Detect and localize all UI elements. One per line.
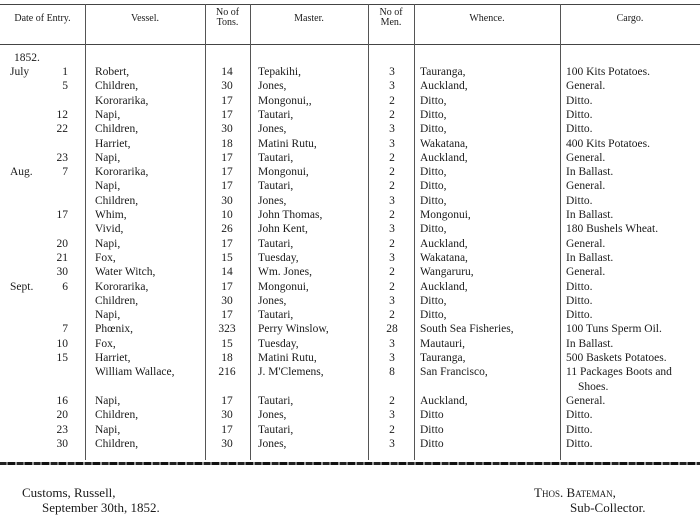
port-of-origin: Ditto, (420, 123, 447, 136)
table-row (0, 208, 700, 222)
table-row (0, 251, 700, 265)
master-name: Perry Winslow, (258, 323, 329, 336)
entry-month: Aug. (10, 166, 33, 179)
crew-count: 3 (389, 337, 395, 350)
header-bottom-rule (0, 44, 700, 45)
master-name: Jones, (258, 437, 287, 450)
master-name: Wm. Jones, (258, 266, 312, 279)
port-of-origin: Ditto (420, 409, 444, 422)
master-name: John Thomas, (258, 209, 323, 221)
cargo-description: 11 Packages Boots and (566, 366, 672, 379)
header-vessel: Vessel. (130, 13, 160, 24)
table-row (0, 322, 700, 336)
port-of-origin: Ditto, (420, 94, 447, 107)
vessel-tons: 30 (221, 437, 233, 450)
cargo-description: General. (566, 394, 606, 407)
crew-count: 3 (389, 80, 395, 93)
table-bottom-rule (0, 462, 700, 465)
vessel-name: Phœnix, (95, 323, 134, 336)
port-of-origin: South Sea Fisheries, (420, 323, 514, 336)
master-name: Matini Rutu, (258, 137, 317, 150)
table-row-continuation (0, 380, 700, 394)
master-name: Jones, (258, 409, 287, 422)
table-row (0, 265, 700, 279)
vessel-tons: 18 (221, 137, 233, 150)
port-of-origin: Ditto, (420, 180, 447, 193)
vessel-tons: 17 (221, 309, 233, 322)
table-row (0, 122, 700, 136)
crew-count: 2 (389, 180, 395, 193)
port-of-origin: Auckland, (420, 237, 468, 250)
vessel-name: Napi, (95, 108, 121, 121)
vessel-tons: 30 (221, 123, 233, 136)
vessel-name: Children, (95, 294, 139, 307)
entry-day: 30 (56, 266, 68, 279)
cargo-description: Ditto. (566, 309, 593, 322)
vessel-tons: 216 (218, 366, 236, 379)
cargo-description: Ditto. (566, 123, 593, 136)
vessel-tons: 10 (221, 209, 233, 221)
master-name: Tautari, (258, 394, 294, 407)
vessel-tons: 30 (221, 80, 233, 93)
port-of-origin: Auckland, (420, 80, 468, 93)
crew-count: 3 (389, 223, 395, 236)
crew-count: 3 (389, 294, 395, 307)
crew-count: 3 (389, 352, 395, 364)
vessel-name: Napi, (95, 237, 121, 250)
entry-day: 23 (56, 423, 68, 436)
vessel-tons: 15 (221, 251, 233, 264)
table-row (0, 165, 700, 179)
table-row (0, 79, 700, 93)
cargo-description: In Ballast. (566, 209, 614, 221)
cargo-description: Ditto. (566, 409, 593, 422)
vessel-tons: 17 (221, 394, 233, 407)
cargo-description: General. (566, 266, 606, 279)
vessel-name: Children, (95, 123, 139, 136)
port-of-origin: Auckland, (420, 151, 468, 164)
vessel-tons: 30 (221, 294, 233, 307)
entry-day: 21 (56, 251, 68, 264)
cargo-description: 500 Baskets Potatoes. (566, 352, 667, 364)
vessel-name: Napi, (95, 423, 121, 436)
master-name: Tautari, (258, 108, 294, 121)
port-of-origin: San Francisco, (420, 366, 488, 379)
entry-day: 1 (62, 66, 68, 78)
table-row (0, 179, 700, 193)
vessel-name: Children, (95, 409, 139, 422)
cargo-description: Ditto. (566, 294, 593, 307)
cargo-description: In Ballast. (566, 166, 614, 179)
table-row (0, 280, 700, 294)
entry-day: 17 (56, 209, 68, 221)
vessel-name: Children, (95, 194, 139, 207)
crew-count: 2 (389, 166, 395, 179)
vessel-name: Fox, (95, 251, 116, 264)
entry-day: 10 (56, 337, 68, 350)
vessel-tons: 323 (218, 323, 236, 336)
vessel-name: Robert, (95, 66, 130, 78)
table-row (0, 437, 700, 451)
vessel-tons: 26 (221, 223, 233, 236)
entry-day: 6 (62, 280, 68, 293)
vessel-name: Fox, (95, 337, 116, 350)
entry-day: 15 (56, 352, 68, 364)
master-name: Mongonui,, (258, 94, 312, 107)
vessel-tons: 15 (221, 337, 233, 350)
cargo-description: General. (566, 80, 606, 93)
footer-date: September 30th, 1852. (42, 500, 160, 515)
table-row (0, 365, 700, 379)
cargo-description: General. (566, 237, 606, 250)
vessel-tons: 17 (221, 280, 233, 293)
crew-count: 3 (389, 437, 395, 450)
vessel-tons: 30 (221, 194, 233, 207)
table-row (0, 151, 700, 165)
crew-count: 28 (386, 323, 398, 336)
crew-count: 2 (389, 423, 395, 436)
master-name: Mongonui, (258, 166, 309, 179)
year-row (0, 51, 700, 65)
crew-count: 3 (389, 409, 395, 422)
vessel-name: Harriet, (95, 352, 131, 364)
cargo-description: General. (566, 180, 606, 193)
vessel-name: Kororarika, (95, 166, 149, 179)
vessel-tons: 17 (221, 94, 233, 107)
entry-day: 7 (62, 323, 68, 336)
cargo-description: 100 Tuns Sperm Oil. (566, 323, 662, 336)
port-of-origin: Ditto, (420, 166, 447, 179)
master-name: Jones, (258, 194, 287, 207)
crew-count: 2 (389, 151, 395, 164)
table-row (0, 222, 700, 236)
master-name: Mongonui, (258, 280, 309, 293)
cargo-description: 180 Bushels Wheat. (566, 223, 659, 236)
crew-count: 2 (389, 394, 395, 407)
table-row (0, 294, 700, 308)
vessel-name: Vivid, (95, 223, 124, 236)
master-name: Jones, (258, 80, 287, 93)
header-master: Master. (294, 13, 324, 24)
header-cargo: Cargo. (616, 13, 644, 24)
vessel-name: Kororarika, (95, 94, 149, 107)
cargo-description: Ditto. (566, 194, 593, 207)
crew-count: 3 (389, 251, 395, 264)
table-row (0, 194, 700, 208)
table-row (0, 408, 700, 422)
footer-signatory: Thos. Bateman, (534, 485, 616, 500)
vessel-name: Napi, (95, 394, 121, 407)
port-of-origin: Mautauri, (420, 337, 466, 350)
entry-day: 22 (56, 123, 68, 136)
table-row (0, 394, 700, 408)
crew-count: 3 (389, 194, 395, 207)
table-row (0, 137, 700, 151)
port-of-origin: Auckland, (420, 280, 468, 293)
port-of-origin: Ditto, (420, 294, 447, 307)
crew-count: 2 (389, 94, 395, 107)
vessel-name: Harriet, (95, 137, 131, 150)
entry-day: 30 (56, 437, 68, 450)
vessel-tons: 17 (221, 423, 233, 436)
port-of-origin: Ditto, (420, 194, 447, 207)
entry-day: 23 (56, 151, 68, 164)
vessel-tons: 17 (221, 180, 233, 193)
entry-month: July (10, 66, 30, 78)
header-tons: No of Tons. (215, 7, 240, 28)
crew-count: 3 (389, 137, 395, 150)
cargo-description: 400 Kits Potatoes. (566, 137, 651, 150)
master-name: John Kent, (258, 223, 308, 236)
master-name: Tuesday, (258, 337, 299, 350)
crew-count: 8 (389, 366, 395, 379)
master-name: J. M'Clemens, (258, 366, 324, 379)
vessel-tons: 17 (221, 151, 233, 164)
entry-day: 20 (56, 237, 68, 250)
cargo-description: Ditto. (566, 437, 593, 450)
vessel-tons: 17 (221, 166, 233, 179)
header-men: No of Men. (379, 7, 403, 28)
port-of-origin: Tauranga, (420, 66, 466, 78)
vessel-tons: 14 (221, 266, 233, 279)
entry-day: 7 (62, 166, 68, 179)
vessel-tons: 14 (221, 66, 233, 78)
table-row (0, 108, 700, 122)
master-name: Tepakihi, (258, 66, 301, 78)
master-name: Jones, (258, 123, 287, 136)
crew-count: 2 (389, 108, 395, 121)
cargo-description: Ditto. (566, 108, 593, 121)
port-of-origin: Wakatana, (420, 251, 468, 264)
master-name: Tautari, (258, 151, 294, 164)
cargo-description: In Ballast. (566, 337, 614, 350)
port-of-origin: Ditto, (420, 309, 447, 322)
entry-day: 20 (56, 409, 68, 422)
vessel-tons: 17 (221, 108, 233, 121)
port-of-origin: Ditto (420, 437, 444, 450)
port-of-origin: Auckland, (420, 394, 468, 407)
master-name: Matini Rutu, (258, 352, 317, 364)
footer-title: Sub-Collector. (570, 500, 646, 515)
master-name: Tuesday, (258, 251, 299, 264)
port-of-origin: Wakatana, (420, 137, 468, 150)
entry-day: 5 (62, 80, 68, 93)
cargo-description: Ditto. (566, 423, 593, 436)
vessel-name: Children, (95, 437, 139, 450)
crew-count: 2 (389, 309, 395, 322)
vessel-name: Children, (95, 80, 139, 93)
cargo-description-continued: Shoes. (578, 380, 609, 393)
vessel-name: Kororarika, (95, 280, 149, 293)
crew-count: 3 (389, 123, 395, 136)
cargo-description: Ditto. (566, 280, 593, 293)
master-name: Tautari, (258, 309, 294, 322)
header-date: Date of Entry. (14, 13, 71, 24)
master-name: Tautari, (258, 180, 294, 193)
vessel-name: Napi, (95, 180, 121, 193)
entry-month: Sept. (10, 280, 34, 293)
port-of-origin: Tauranga, (420, 352, 466, 364)
vessel-tons: 30 (221, 409, 233, 422)
year-label: 1852. (14, 52, 40, 64)
entry-day: 12 (56, 108, 68, 121)
crew-count: 2 (389, 237, 395, 250)
table-row (0, 351, 700, 365)
port-of-origin: Ditto (420, 423, 444, 436)
table-row (0, 237, 700, 251)
header-whence: Whence. (469, 13, 505, 24)
port-of-origin: Wangaruru, (420, 266, 474, 279)
master-name: Tautari, (258, 237, 294, 250)
entry-day: 16 (56, 394, 68, 407)
footer-place: Customs, Russell, (22, 485, 116, 500)
port-of-origin: Ditto, (420, 223, 447, 236)
vessel-tons: 18 (221, 352, 233, 364)
vessel-name: Whim, (95, 209, 127, 221)
cargo-description: General. (566, 151, 606, 164)
table-row (0, 94, 700, 108)
table-row (0, 308, 700, 322)
vessel-name: Water Witch, (95, 266, 156, 279)
port-of-origin: Mongonui, (420, 209, 471, 221)
table-top-rule (0, 4, 700, 5)
crew-count: 3 (389, 66, 395, 78)
crew-count: 2 (389, 266, 395, 279)
vessel-name: William Wallace, (95, 366, 175, 379)
vessel-tons: 17 (221, 237, 233, 250)
vessel-name: Napi, (95, 151, 121, 164)
vessel-name: Napi, (95, 309, 121, 322)
cargo-description: 100 Kits Potatoes. (566, 66, 651, 78)
master-name: Jones, (258, 294, 287, 307)
crew-count: 2 (389, 209, 395, 221)
cargo-description: In Ballast. (566, 251, 614, 264)
crew-count: 2 (389, 280, 395, 293)
port-of-origin: Ditto, (420, 108, 447, 121)
table-row (0, 423, 700, 437)
table-row (0, 65, 700, 79)
cargo-description: Ditto. (566, 94, 593, 107)
table-row (0, 337, 700, 351)
master-name: Tautari, (258, 423, 294, 436)
